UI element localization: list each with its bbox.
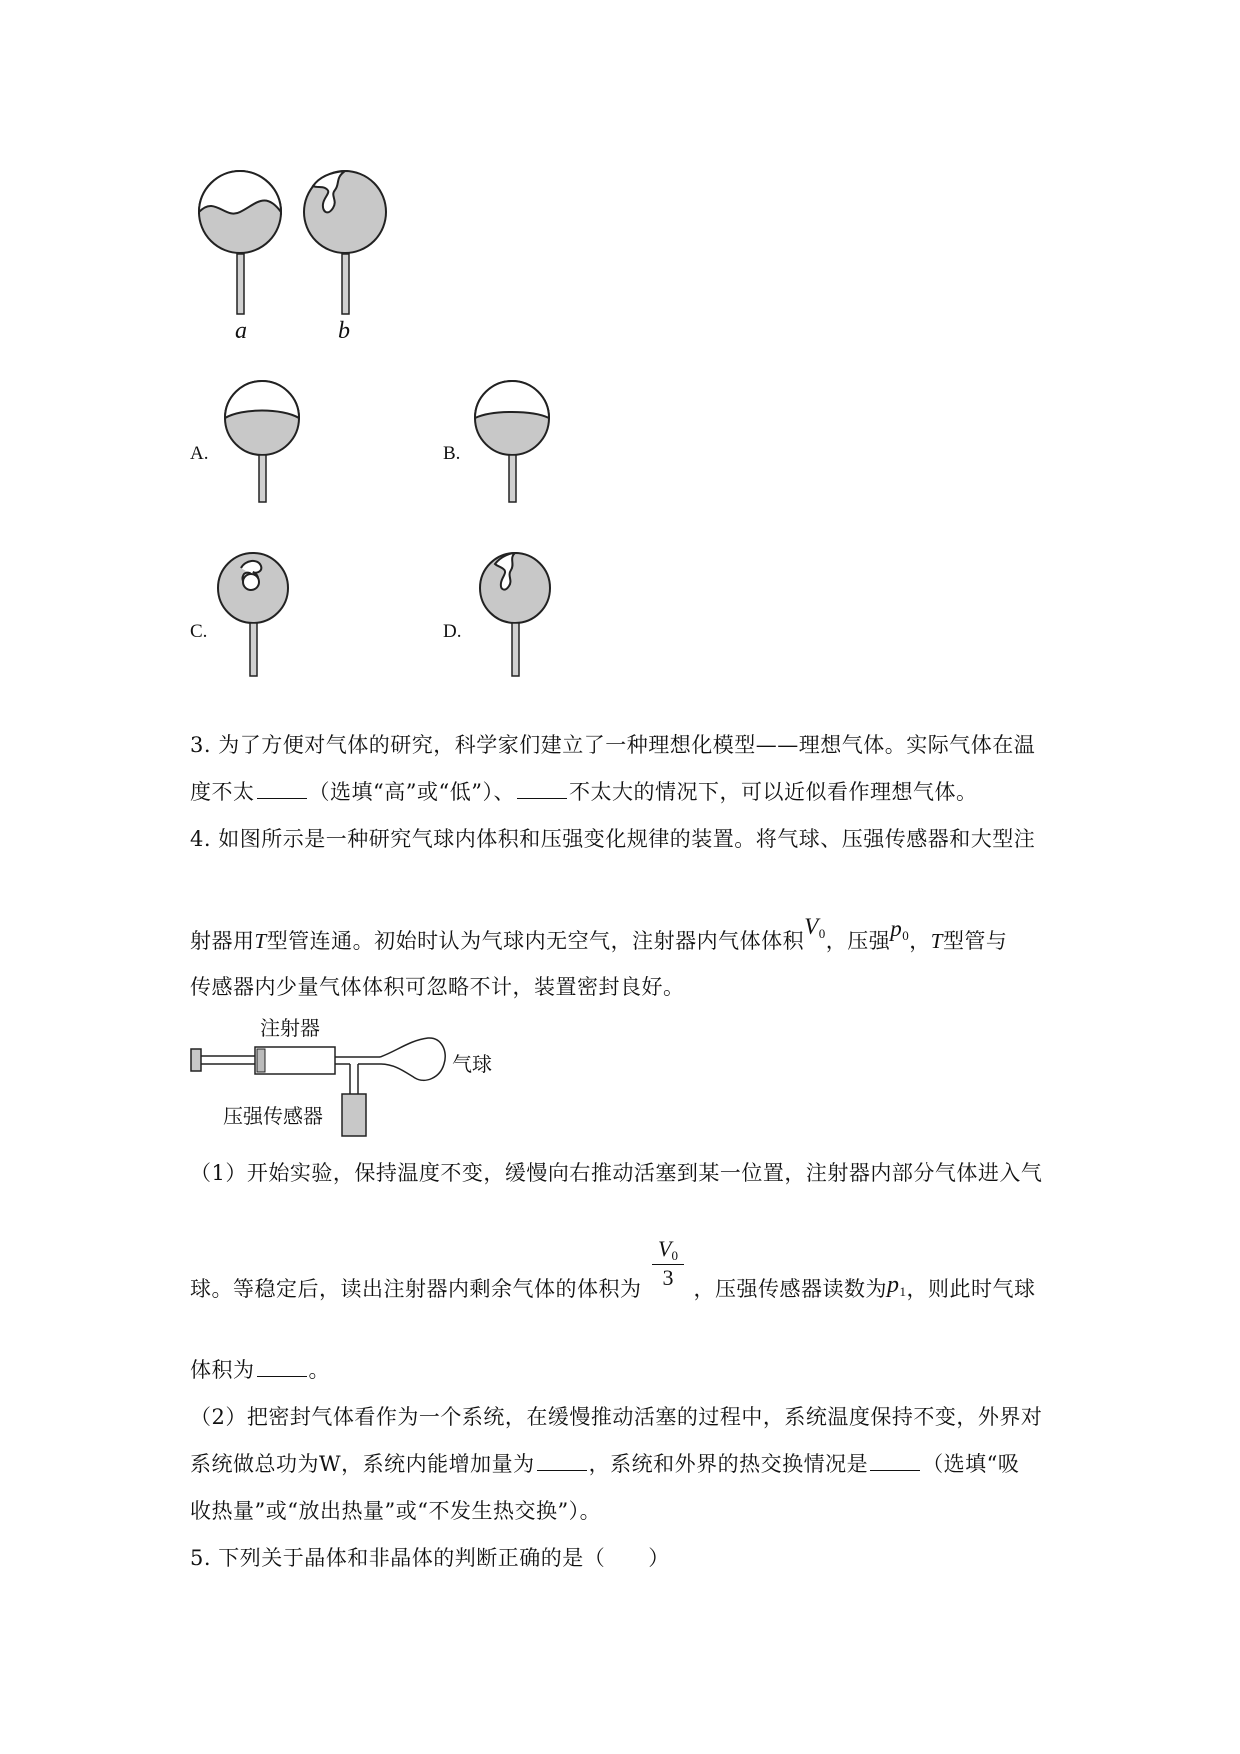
answer-blank[interactable] bbox=[537, 1469, 587, 1471]
option-b-figure bbox=[472, 378, 556, 504]
q5-line1: 5. 下列关于晶体和非晶体的判断正确的是（ ） bbox=[190, 1546, 670, 1570]
q4-sub1-line3: 体积为 。 bbox=[190, 1358, 330, 1382]
option-b-label: B. bbox=[443, 443, 461, 464]
option-c-figure bbox=[213, 550, 297, 678]
q3-line2: 度不太 （选填“高”或“低”）、 不太大的情况下，可以近似看作理想气体。 bbox=[190, 780, 978, 804]
flask-a-icon bbox=[199, 171, 281, 314]
option-d-figure bbox=[475, 550, 559, 678]
q4-sub1-line2: 球。等稳定后，读出注射器内剩余气体的体积为 ，压强传感器读数为$p_1$，则此时气球 bbox=[190, 1272, 1036, 1301]
label-b: b bbox=[338, 318, 350, 344]
q4-sub2-line2: 系统做总功为W，系统内能增加量为 ，系统和外界的热交换情况是 （选填“吸 bbox=[190, 1452, 1020, 1476]
q4-line2: 射器用T型管连通。初始时认为气球内无空气，注射器内气体体积$V_0$，压强$p_0$，T型管与 bbox=[190, 914, 1008, 953]
sensor-label: 压强传感器 bbox=[223, 1104, 323, 1128]
q3-line1: 3. 为了方便对气体的研究，科学家们建立了一种理想化模型——理想气体。实际气体在温 bbox=[190, 733, 1036, 757]
option-c-label: C. bbox=[190, 621, 208, 642]
q4-line1: 4. 如图所示是一种研究气球内体积和压强变化规律的装置。将气球、压强传感器和大型注 bbox=[190, 827, 1036, 851]
answer-blank[interactable] bbox=[257, 797, 307, 799]
option-d-label: D. bbox=[443, 621, 462, 642]
option-a-label: A. bbox=[190, 443, 209, 464]
q4-line3: 传感器内少量气体体积可忽略不计，装置密封良好。 bbox=[190, 975, 685, 999]
option-a-figure bbox=[222, 378, 306, 504]
balloon-label: 气球 bbox=[452, 1052, 492, 1076]
answer-blank[interactable] bbox=[870, 1469, 920, 1471]
q4-sub1-line1: （1）开始实验，保持温度不变，缓慢向右推动活塞到某一位置，注射器内部分气体进入气 bbox=[190, 1161, 1043, 1185]
fraction-v0-over-3: $V_0$ 3 bbox=[648, 1236, 688, 1291]
q4-sub2-line1: （2）把密封气体看作为一个系统，在缓慢推动活塞的过程中，系统温度保持不变，外界对 bbox=[190, 1405, 1043, 1429]
answer-blank[interactable] bbox=[517, 797, 567, 799]
answer-blank[interactable] bbox=[257, 1375, 307, 1377]
figure-ab bbox=[195, 170, 395, 330]
syringe-label: 注射器 bbox=[260, 1016, 320, 1040]
flask-b-icon bbox=[304, 171, 386, 314]
label-a: a bbox=[235, 318, 247, 344]
q4-sub2-line3: 收热量”或“放出热量”或“不发生热交换”）。 bbox=[190, 1499, 602, 1523]
